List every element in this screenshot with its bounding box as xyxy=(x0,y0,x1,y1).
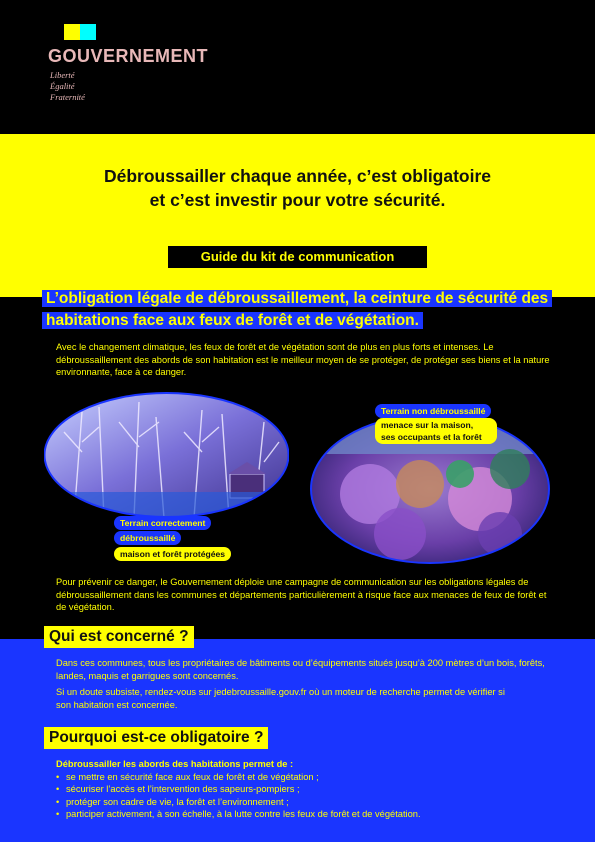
list-item: • se mettre en sécurité face aux feux de forêt et de végétation ; xyxy=(56,771,556,784)
headline-band xyxy=(0,134,595,297)
uncleared-terrain-tag: Terrain non débroussaillé xyxy=(375,404,491,418)
list-item: • sécuriser l’accès et l’intervention des sapeurs-pompiers ; xyxy=(56,783,556,796)
header xyxy=(0,0,595,134)
list-item: • protéger son cadre de vie, la forêt et l’environnement ; xyxy=(56,796,556,809)
government-title: GOUVERNEMENT xyxy=(48,46,209,66)
protected-tag: maison et forêt protégées xyxy=(114,547,231,561)
marianne-flag-logo xyxy=(48,24,96,40)
cleared-terrain-tag: Terrain correctement xyxy=(114,516,211,530)
concerned-paragraph-2: Si un doute subsiste, rendez-vous sur jedebroussaille.gouv.fr où un moteur de recherche permet de vérifier si son habitation est concernée. xyxy=(56,687,505,710)
concerned-heading: Qui est concerné ? xyxy=(44,626,194,648)
guide-label: Guide du kit de communication xyxy=(168,246,427,268)
intro-title: L’obligation légale de débroussaillement, la ceinture de sécurité des habitations face aux feux de forêt et de végétation. xyxy=(42,288,557,332)
intro-text: Avec le changement climatique, les feux de forêt et de végétation sont de plus en plus forts et intenses. Le débroussaillement des abords de son habitation est le meilleur moyen de se protéger, de protéger ses biens et la nature environnante, face à ce danger. xyxy=(56,342,550,377)
concerned-paragraph-1: Dans ces communes, tous les propriétaires de bâtiments ou d’équipements situés jusqu’à 200 mètres d’un bois, forêts, landes, maquis et garrigues sont concernés. xyxy=(56,658,545,681)
cleared-terrain-photo xyxy=(44,392,289,518)
threat-tag: menace sur la maison, ses occupants et la forêt xyxy=(375,418,497,444)
prevention-text: Pour prévenir ce danger, le Gouvernement déploie une campagne de communication sur les obligations légales de débroussaillement dans les communes et départements particulièrement à risque face aux menaces de feux de forêt et de végétation. xyxy=(56,577,547,612)
why-heading: Pourquoi est-ce obligatoire ? xyxy=(44,727,268,749)
why-list xyxy=(56,771,556,821)
why-lead: Débroussailler les abords des habitations permet de : xyxy=(56,759,294,769)
list-item: • participer activement, à son échelle, à la lutte contre les feux de forêt et de végétation. xyxy=(56,808,556,821)
headline: Débroussailler chaque année, c’est obligatoire et c’est investir pour votre sécurité. xyxy=(103,166,492,210)
why-content xyxy=(56,758,556,821)
motto: Liberté Égalité Fraternité xyxy=(50,70,85,102)
cleared-terrain-tag-2: débroussaillé xyxy=(114,531,181,545)
